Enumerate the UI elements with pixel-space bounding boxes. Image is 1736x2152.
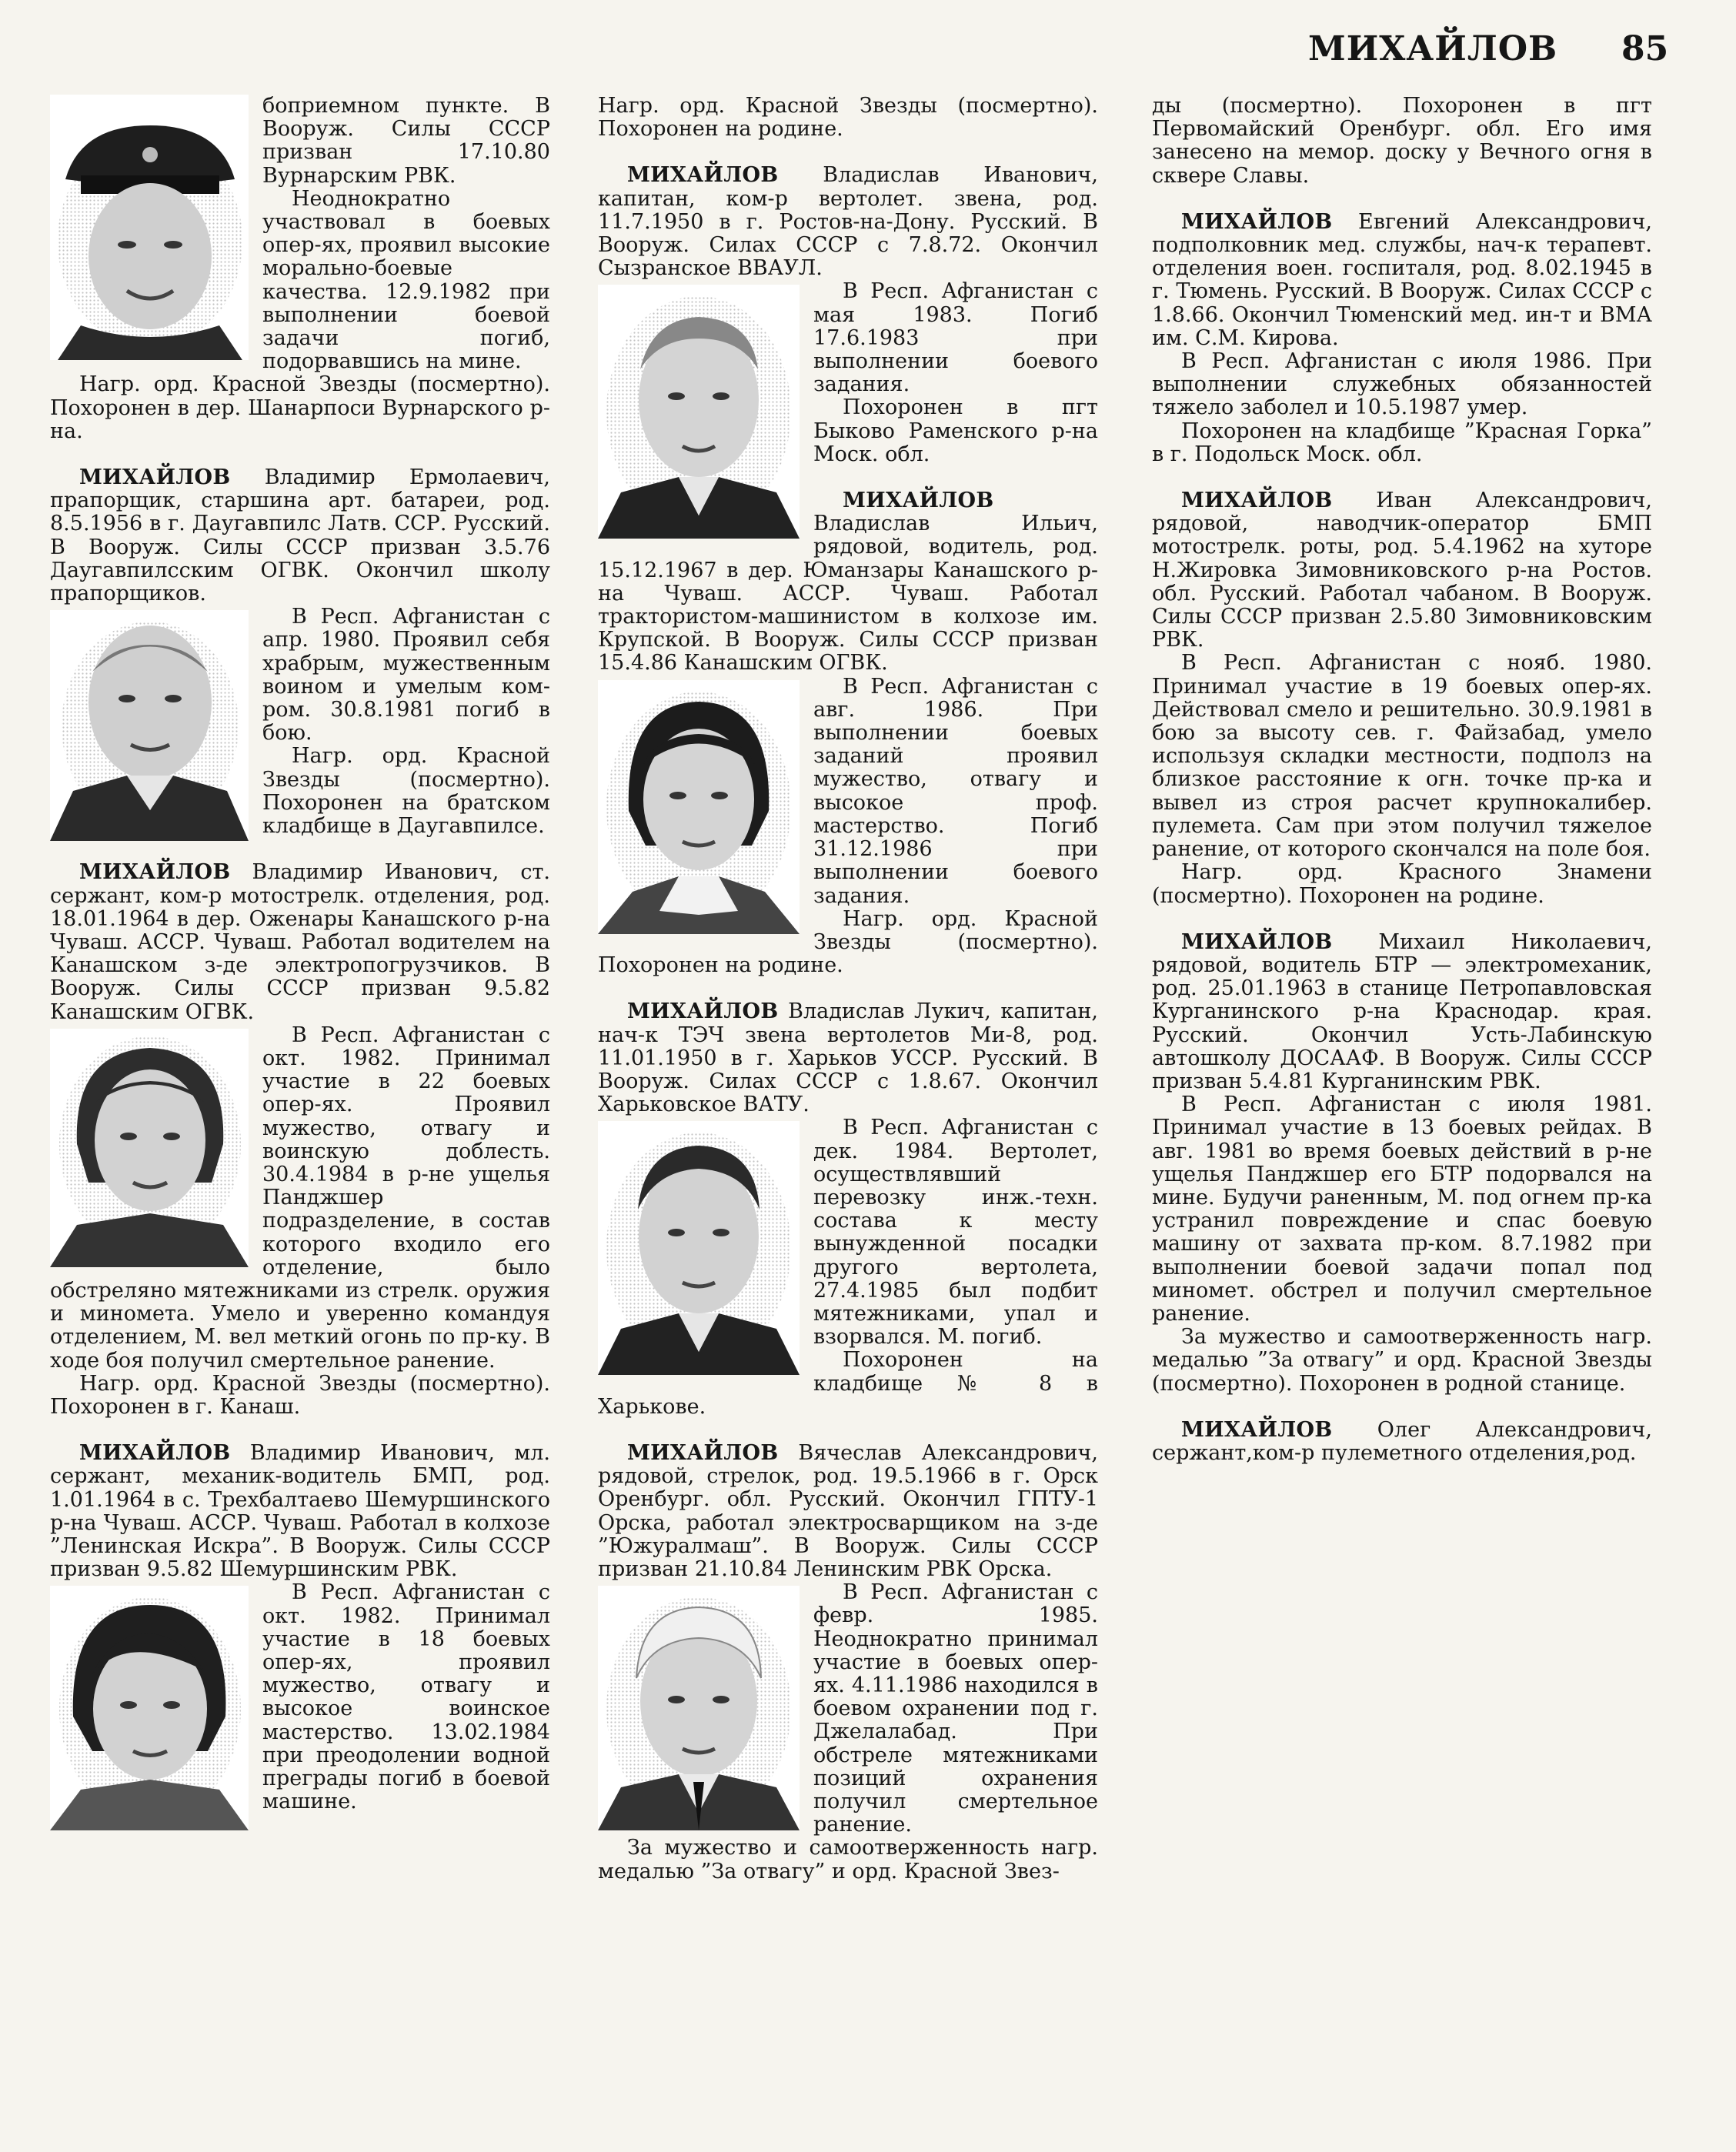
portrait-photo <box>598 285 800 539</box>
entry-paragraph: ды (посмертно). Похоронен в пгт Первомайский Оренбург. обл. Его имя занесено на мемор. доску у Вечного огня в сквере Славы. <box>1152 94 1652 188</box>
entry-head-text: Вячеслав Александрович, рядовой, стрелок, род. 19.5.1966 в г. Орск Оренбург. обл. Русский. Окончил ГПТУ-1 Орска, работал электросварщиком на з-де ”Южуралмаш”. В Вооруж. Силы СССР призван 21.10.84 Ленинским РВК Орска. <box>598 1440 1098 1581</box>
entry-surname: МИХАЙЛОВ <box>843 489 994 513</box>
entry <box>50 466 550 838</box>
column-1 <box>50 95 550 1833</box>
entry-head-text: Михаил Николаевич, рядовой, водитель БТР — электромеханик, род. 25.01.1963 в станице Петропавловская Курганинского р-на Краснодар. края. Русский. Окончил Усть-Лабинскую автошколу ДОСААФ. В Вооруж. Силы СССР призван 5.4.81 Курганинским РВК. <box>1152 929 1652 1093</box>
entry <box>598 489 1098 977</box>
entry <box>50 861 550 1419</box>
entry-heading <box>598 1442 1098 1581</box>
entry-surname: МИХАЙЛОВ <box>627 999 779 1024</box>
entry-surname: МИХАЙЛОВ <box>79 860 231 885</box>
entry-carryover <box>50 95 550 443</box>
entry-paragraph: В Респ. Афганистан с июля 1981. Принимал участие в 13 боевых рейдах. В авг. 1981 во время боевых действий в р-не ущелья Панджшер его БТР подорвался на мине. Будучи раненным, М. под огнем пр-ка устранил повреждение и спас боевую машину от захвата пр-ком. 8.7.1982 при выполнении боевой задачи попал под миномет. обстрел и получил смертельное ранение. <box>1152 1093 1652 1326</box>
entry-head-text: Владимир Иванович, мл. сержант, механик-водитель БМП, род. 1.01.1964 в с. Трехбалтаево Шемуршинского р-на Чуваш. АССР. Чуваш. Работал в колхозе ”Ленинская Искра”. В Вооруж. Силы СССР призван 9.5.82 Шемуршинским РВК. <box>50 1441 550 1582</box>
entry-carryover <box>1152 95 1652 188</box>
entry-heading <box>1152 1419 1652 1465</box>
entry-carryover <box>598 95 1098 141</box>
page-number: 85 <box>1621 29 1669 68</box>
entry-paragraph: Нагр. орд. Красной Звезды (посмертно). Похоронен на родине. <box>598 906 1098 978</box>
portrait-photo <box>50 95 249 360</box>
running-head-surname: МИХАЙЛОВ <box>1308 29 1558 68</box>
entry-surname: МИХАЙЛОВ <box>79 1441 231 1466</box>
entry-surname: МИХАЙЛОВ <box>1181 929 1333 954</box>
entry-head-text: Евгений Александрович, подполковник мед. службы, нач-к терапевт. отделения воен. госпиталя, род. 8.02.1945 в г. Тюмень. Русский. В Вооруж. Силах СССР с 1.8.66. Окончил Тюменский мед. ин-т и ВМА им. С.М. Кирова. <box>1152 209 1652 350</box>
portrait-photo <box>50 610 249 841</box>
entry-paragraph: Нагр. орд. Красной Звезды (посмертно). Похоронен в дер. Шанарпоси Вурнарского р-на. <box>50 372 550 443</box>
entry-paragraph: За мужество и самоотверженность нагр. медалью ”За отвагу” и орд. Красной Звезды (посмертно). Похоронен в родной станице. <box>1152 1325 1652 1396</box>
portrait-photo <box>598 680 800 934</box>
entry-paragraph: За мужество и самоотверженность нагр. медалью ”За отвагу” и орд. Красной Звез- <box>598 1836 1098 1883</box>
entry-heading <box>1152 211 1652 350</box>
entry <box>1152 489 1652 908</box>
entry-paragraph: В Респ. Афганистан с июля 1986. При выполнении служебных обязанностей тяжело заболел и 10.5.1987 умер. <box>1152 349 1652 420</box>
entry-paragraph: Похоронен в пгт Быково Раменского р-на Моск. обл. <box>813 395 1098 466</box>
portrait-photo <box>598 1121 800 1375</box>
entry-paragraph: Неоднократно участвовал в боевых опер-ях, проявил высокие морально-боевые качества. 12.9.1982 при выполнении боевой задачи погиб, подорвавшись на мине. <box>262 186 550 374</box>
entry-paragraph: В Респ. Афганистан с апр. 1980. Проявил себя храбрым, мужественным воином и умелым ком-ром. 30.8.1981 погиб в бою. <box>262 605 550 746</box>
entry <box>50 1442 550 1813</box>
entry <box>1152 211 1652 466</box>
entry <box>598 1442 1098 1883</box>
entry-heading <box>50 1442 550 1581</box>
entry <box>1152 931 1652 1396</box>
entry <box>1152 1419 1652 1465</box>
entry-paragraph: В Респ. Афганистан с окт. 1982. Принимал участие в 18 боевых опер-ях, проявил мужество, отвагу и высокое воинское мастерство. 13.02.1984 при преодолении водной преграды погиб в боевой машине. <box>262 1580 550 1814</box>
entry-surname: МИХАЙЛОВ <box>627 163 779 188</box>
entry-surname: МИХАЙЛОВ <box>1181 1417 1333 1442</box>
entry <box>598 164 1098 466</box>
entry-head-text: Владислав Иванович, капитан, ком-р вертолет. звена, род. 11.7.1950 в г. Ростов-на-Дону. Русский. В Вооруж. Силах СССР с 7.8.72. Окончил Сызранское ВВАУЛ. <box>598 163 1098 281</box>
entry-paragraph: боприемном пункте. В Вооруж. Силы СССР призван 17.10.80 Вурнарским РВК. <box>262 94 550 188</box>
entry-heading <box>50 466 550 606</box>
entry-paragraph: Похоронен на кладбище № 8 в Харькове. <box>598 1348 1098 1419</box>
entry-paragraph: В Респ. Афганистан с окт. 1982. Принимал участие в 22 боевых опер-ях. Проявил мужество, отвагу и воинскую доблесть. 30.4.1984 в р-не ущелья Панджшер подразделение, в состав которого входило его отделение, было обстреляно мятежниками из стрелк. оружия и миномета. Умело и уверенно командуя отделением, М. вел меткий огонь по пр-ку. В ходе боя получил смертельное ранение. <box>50 1023 550 1373</box>
portrait-photo <box>50 1586 249 1830</box>
entry-heading <box>1152 931 1652 1093</box>
entry-heading <box>598 164 1098 280</box>
entry-paragraph: Нагр. орд. Красной Звезды (посмертно). Похоронен на родине. <box>598 94 1098 142</box>
entry-heading <box>1152 489 1652 652</box>
portrait-photo <box>50 1029 249 1267</box>
entry-paragraph: Нагр. орд. Красного Знамени (посмертно). Похоронен на родине. <box>1152 860 1652 908</box>
entry-heading <box>598 1000 1098 1116</box>
entry <box>598 1000 1098 1419</box>
entry-head-text: Владислав Ильич, рядовой, водитель, род. 15.12.1967 в дер. Юманзары Канашского р-на Чуваш. АССР. Чуваш. Работал трактористом-машинистом в колхозе им. Крупской. В Вооруж. Силы СССР призван 15.4.86 Канашским ОГВК. <box>598 512 1098 676</box>
entry-paragraph: В Респ. Афганистан с дек. 1984. Вертолет, осуществлявший перевозку инж.-техн. состава к месту вынужденной посадки другого вертолета, 27.4.1985 был подбит мятежниками, упал и взорвался. М. погиб. <box>813 1116 1098 1350</box>
entry-paragraph: В Респ. Афганистан с авг. 1986. При выполнении боевых заданий проявил мужество, отвагу и высокое проф. мастерство. Погиб 31.12.1986 при выполнении боевого задания. <box>813 674 1098 908</box>
entry-head-text: Иван Александрович, рядовой, наводчик-оператор БМП мотострелк. роты, род. 5.4.1962 на хуторе Н.Жировка Зимовниковского р-на Ростов. обл. Русский. Работал чабаном. В Вооруж. Силы СССР призван 2.5.80 Зимовниковским РВК. <box>1152 489 1652 652</box>
entry-head-text: Владимир Ермолаевич, прапорщик, старшина арт. батареи, род. 8.5.1956 в г. Даугавпилс Латв. ССР. Русский. В Вооруж. Силы СССР призван 3.5.76 Даугавпилсским ОГВК. Окончил школу прапорщиков. <box>50 465 550 606</box>
column-2 <box>598 95 1098 1883</box>
column-3 <box>1152 95 1652 1465</box>
entry-surname: МИХАЙЛОВ <box>627 1440 779 1465</box>
entry-paragraph: Нагр. орд. Красной Звезды (посмертно). Похоронен в г. Канаш. <box>50 1371 550 1419</box>
entry-paragraph: Нагр. орд. Красной Звезды (посмертно). Похоронен на братском кладбище в Даугавпилсе. <box>262 744 550 839</box>
entry-surname: МИХАЙЛОВ <box>79 465 231 490</box>
entry-head-text: Владислав Лукич, капитан, нач-к ТЭЧ звена вертолетов Ми-8, род. 11.01.1950 в г. Харьков УССР. Русский. В Вооруж. Силах СССР с 1.8.67. Окончил Харьковское ВАТУ. <box>598 999 1098 1117</box>
entry-paragraph: В Респ. Афганистан с февр. 1985. Неоднократно принимал участие в боевых опер-ях. 4.11.1986 находился в боевом охранении под г. Джелалабад. При обстреле мятежниками позиций охранения получил смертельное ранение. <box>813 1580 1098 1837</box>
entry-head-text: Владимир Иванович, ст. сержант, ком-р мотострелк. отделения, род. 18.01.1964 в дер. Оженары Канашского р-на Чуваш. АССР. Чуваш. Работал водителем на Канашском з-де электропогрузчиков. В Вооруж. Силы СССР призван 9.5.82 Канашским ОГВК. <box>50 860 550 1024</box>
entry-surname: МИХАЙЛОВ <box>1181 489 1333 513</box>
entry-paragraph: В Респ. Афганистан с нояб. 1980. Принимал участие в 19 боевых опер-ях. Действовал смело и решительно. 30.9.1981 в бою за высоту сев. г. Файзабад, умело используя складки местности, подполз на близкое расстояние к огн. точке пр-ка и вывел из строя расчет крупнокалибер. пулемета. Сам при этом получил тяжелое ранение, от которого скончался на поле боя. <box>1152 651 1652 862</box>
entry-heading <box>50 861 550 1023</box>
entry-surname: МИХАЙЛОВ <box>1181 209 1333 234</box>
entry-paragraph: В Респ. Афганистан с мая 1983. Погиб 17.6.1983 при выполнении боевого задания. <box>813 279 1098 397</box>
entry-paragraph: Похоронен на кладбище ”Красная Горка” в г. Подольск Моск. обл. <box>1152 419 1652 466</box>
portrait-photo <box>598 1586 800 1830</box>
entry-head-text: Олег Александрович, сержант,ком-р пулеметного отделения,род. <box>1152 1417 1652 1465</box>
